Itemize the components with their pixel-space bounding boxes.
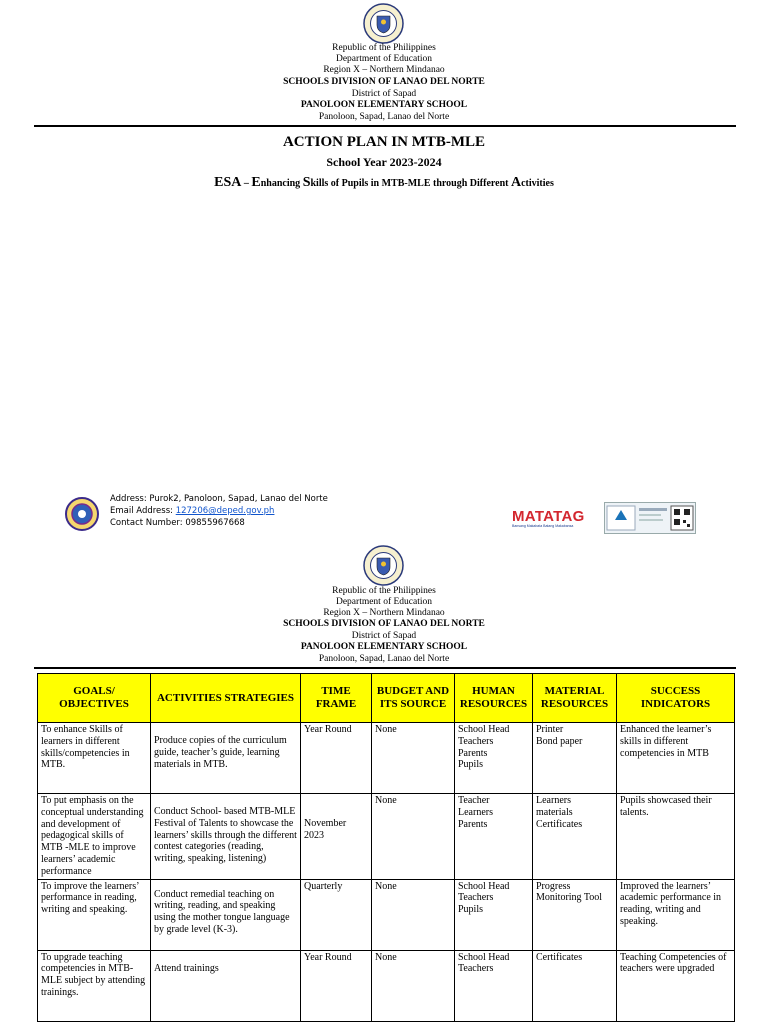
iso-certification-badge bbox=[604, 502, 696, 534]
school-logo-icon bbox=[64, 497, 100, 531]
table-header-row bbox=[38, 674, 735, 723]
deped-seal-icon bbox=[363, 3, 404, 44]
footer-contact-number: Contact Number: 09855967668 bbox=[110, 518, 245, 528]
material-item: Bond paper bbox=[536, 735, 583, 747]
activity-text: Produce copies of the curriculum guide, teacher’s guide, learning materials in MTB. bbox=[154, 735, 287, 770]
activity-text: Conduct School- based MTB-MLE Festival of Talents to showcase the learners’ skills through the different contest categories (reading, writing, speaking, listening) bbox=[154, 806, 297, 865]
success-cell: Pupils showcased their talents. bbox=[617, 794, 735, 880]
resource-item: Parents bbox=[458, 747, 488, 759]
footer-email bbox=[110, 505, 430, 517]
esa-part-2: kills of Pupils in MTB-MLE through Different bbox=[310, 178, 511, 189]
header-department: Department of Education bbox=[335, 54, 433, 64]
activity-cell bbox=[151, 794, 301, 880]
resource-item: Teacher bbox=[458, 795, 490, 806]
time-text: November 2023 bbox=[304, 818, 347, 841]
matatag-logo: MATATAG bbox=[512, 508, 585, 525]
header-division: SCHOOLS DIVISION OF LANAO DEL NORTE bbox=[283, 77, 485, 87]
time-cell: Year Round bbox=[301, 723, 372, 794]
material-resources-cell bbox=[533, 794, 617, 880]
header-district: District of Sapad bbox=[351, 631, 417, 641]
activity-cell bbox=[151, 723, 301, 794]
resource-item: Pupils bbox=[458, 904, 484, 916]
human-resources-cell bbox=[455, 723, 533, 794]
page-title: ACTION PLAN IN MTB-MLE bbox=[282, 134, 486, 150]
activity-cell bbox=[151, 950, 301, 1021]
col-header-material-resources: MATERIAL RESOURCES bbox=[533, 674, 617, 723]
table-row bbox=[38, 794, 735, 880]
resource-item: Teachers bbox=[458, 963, 494, 975]
resource-item: School Head bbox=[458, 951, 510, 963]
footer-email-label: Email Address: bbox=[110, 506, 176, 516]
header-district: District of Sapad bbox=[351, 89, 417, 99]
activity-text: Conduct remedial teaching on writing, reading, and speaking using the mother tongue language by grade level (K-3). bbox=[154, 888, 290, 935]
human-resources-cell bbox=[455, 794, 533, 880]
goal-cell: To enhance Skills of learners in different skills/competencies in MTB. bbox=[38, 723, 151, 794]
header-region: Region X – Northern Mindanao bbox=[323, 608, 445, 618]
certification-icon bbox=[605, 503, 695, 533]
budget-cell: None bbox=[372, 879, 455, 950]
header-department: Department of Education bbox=[335, 597, 433, 607]
material-item: Certificates bbox=[536, 951, 583, 963]
header-address: Panoloon, Sapad, Lanao del Norte bbox=[318, 112, 450, 122]
header-republic: Republic of the Philippines bbox=[332, 586, 436, 596]
budget-cell: None bbox=[372, 723, 455, 794]
resource-item: Teachers bbox=[458, 892, 494, 904]
material-item: Progress bbox=[536, 880, 571, 892]
table-row bbox=[38, 723, 735, 794]
esa-cap-a: A bbox=[510, 175, 522, 190]
resource-item: Parents bbox=[458, 818, 488, 830]
goal-cell: To improve the learners’ performance in reading, writing and speaking. bbox=[38, 879, 151, 950]
material-resources-cell bbox=[533, 950, 617, 1021]
material-item: Certificates bbox=[536, 818, 583, 830]
table-row bbox=[38, 879, 735, 950]
budget-cell: None bbox=[372, 950, 455, 1021]
success-cell: Enhanced the learner’s skills in different competencies in MTB bbox=[617, 723, 735, 794]
col-header-success-indicators: SUCCESS INDICATORS bbox=[617, 674, 735, 723]
resource-item: Teachers bbox=[458, 735, 494, 747]
esa-part-1: nhancing bbox=[260, 178, 303, 189]
time-cell bbox=[301, 794, 372, 880]
material-item: Printer bbox=[536, 724, 564, 735]
email-link[interactable]: 127206@deped.gov.ph bbox=[175, 506, 275, 516]
material-resources-cell bbox=[533, 879, 617, 950]
header-division: SCHOOLS DIVISION OF LANAO DEL NORTE bbox=[283, 619, 485, 629]
resource-item: School Head bbox=[458, 880, 510, 892]
header-region: Region X – Northern Mindanao bbox=[323, 65, 445, 75]
action-plan-table bbox=[37, 673, 735, 1022]
matatag-tagline: Bansang Makabata Batang Makabansa bbox=[512, 524, 574, 528]
esa-cap-e: E bbox=[251, 175, 261, 190]
material-item: materials bbox=[536, 806, 573, 818]
footer-contact bbox=[110, 493, 430, 529]
time-cell: Year Round bbox=[301, 950, 372, 1021]
success-cell: Improved the learners’ academic performance in reading, writing and speaking. bbox=[617, 879, 735, 950]
header-republic: Republic of the Philippines bbox=[332, 43, 436, 53]
col-header-activities: ACTIVITIES STRATEGIES bbox=[151, 674, 301, 723]
material-item: Monitoring Tool bbox=[536, 892, 603, 904]
material-resources-cell bbox=[533, 723, 617, 794]
header-school: PANOLOON ELEMENTARY SCHOOL bbox=[300, 100, 468, 110]
col-header-human-resources: HUMAN RESOURCES bbox=[455, 674, 533, 723]
header-address: Panoloon, Sapad, Lanao del Norte bbox=[318, 654, 450, 664]
resource-item: School Head bbox=[458, 724, 510, 735]
activity-cell bbox=[151, 879, 301, 950]
goal-cell: To put emphasis on the conceptual understanding and development of pedagogical skills of MTB -MLE to improve learners’ academic performance bbox=[38, 794, 151, 880]
deped-seal-icon bbox=[363, 545, 404, 586]
esa-acronym: ESA bbox=[214, 175, 242, 190]
footer-address: Address: Purok2, Panoloon, Sapad, Lanao del Norte bbox=[110, 494, 328, 504]
human-resources-cell bbox=[455, 950, 533, 1021]
success-cell: Teaching Competencies of teachers were upgraded bbox=[617, 950, 735, 1021]
esa-part-3: ctivities bbox=[521, 178, 554, 189]
col-header-time-frame: TIME FRAME bbox=[301, 674, 372, 723]
header-divider bbox=[34, 125, 736, 127]
esa-dash: – bbox=[241, 178, 252, 189]
header-divider bbox=[34, 667, 736, 669]
school-year: School Year 2023-2024 bbox=[326, 155, 442, 169]
header-school: PANOLOON ELEMENTARY SCHOOL bbox=[300, 642, 468, 652]
esa-title bbox=[0, 175, 768, 191]
material-item: Learners bbox=[536, 795, 571, 806]
activity-text: Attend trainings bbox=[154, 962, 219, 974]
budget-cell: None bbox=[372, 794, 455, 880]
human-resources-cell bbox=[455, 879, 533, 950]
resource-item: Pupils bbox=[458, 759, 484, 771]
col-header-budget: BUDGET AND ITS SOURCE bbox=[372, 674, 455, 723]
goal-cell: To upgrade teaching competencies in MTB-MLE subject by attending trainings. bbox=[38, 950, 151, 1021]
table-row bbox=[38, 950, 735, 1021]
time-cell: Quarterly bbox=[301, 879, 372, 950]
resource-item: Learners bbox=[458, 806, 493, 818]
col-header-goals: GOALS/ OBJECTIVES bbox=[38, 674, 151, 723]
esa-cap-s: S bbox=[302, 175, 311, 190]
